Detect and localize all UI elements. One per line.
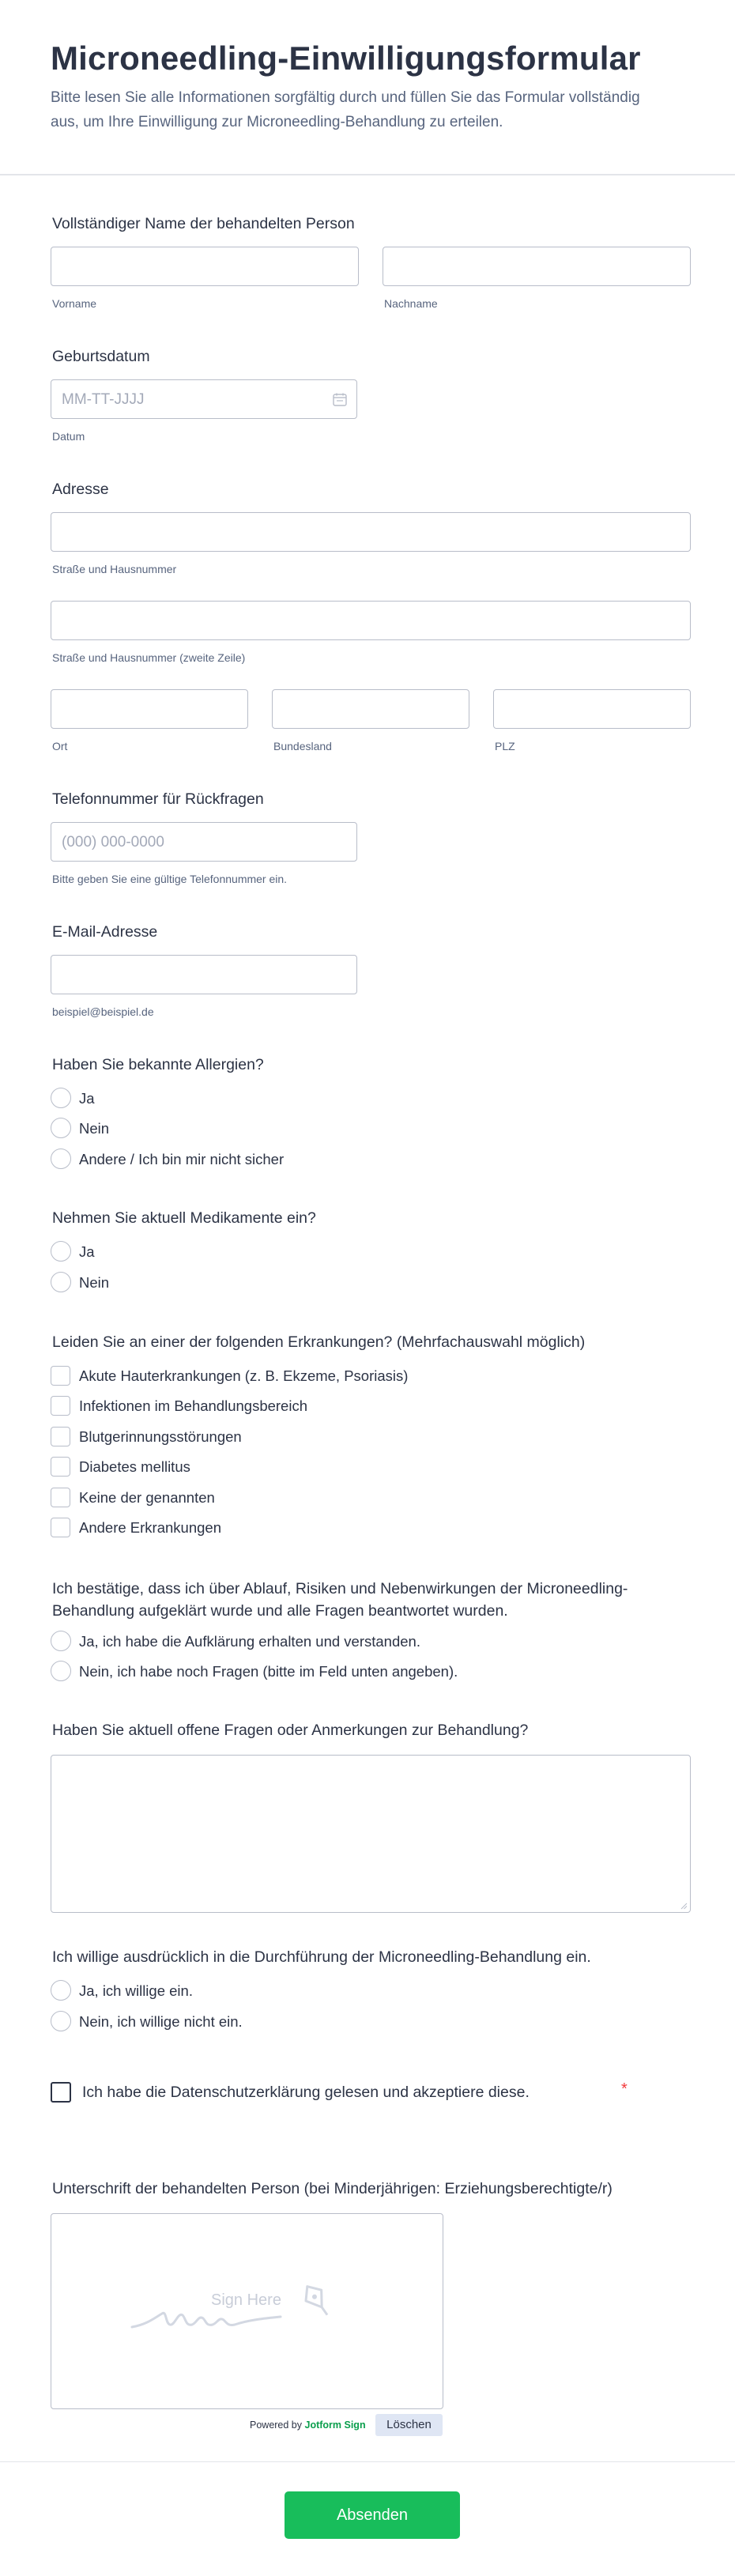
birthdate-label: Geburtsdatum xyxy=(52,348,150,365)
questions-label: Haben Sie aktuell offene Fragen oder Anmerkungen zur Behandlung? xyxy=(52,1722,529,1739)
page-subtitle: Bitte lesen Sie alle Informationen sorgfältig durch und füllen Sie das Formular vollständig aus, um Ihre Einwilligung zur Microneedling-Behandlung zu erteilen. xyxy=(51,89,640,130)
signature-label: Unterschrift der behandelten Person (bei Minderjährigen: Erziehungsberechtigte/r) xyxy=(52,2180,612,2197)
checkbox[interactable] xyxy=(51,1427,70,1446)
checkbox[interactable] xyxy=(51,1518,70,1537)
zip-sublabel: PLZ xyxy=(495,740,515,752)
radio-button[interactable] xyxy=(51,1118,71,1138)
option-label: Keine der genannten xyxy=(79,1489,215,1506)
phone-label: Telefonnummer für Rückfragen xyxy=(52,790,264,808)
city-sublabel: Ort xyxy=(52,740,68,752)
option-label: Ja xyxy=(79,1243,95,1260)
radio-button[interactable] xyxy=(51,1980,71,2001)
option-label: Ja xyxy=(79,1090,95,1107)
calendar-icon[interactable] xyxy=(333,393,347,406)
option-label: Nein xyxy=(79,1120,110,1137)
birthdate-input[interactable] xyxy=(51,379,357,419)
name-label: Vollständiger Name der behandelten Person xyxy=(52,215,355,232)
phone-input[interactable] xyxy=(51,822,357,862)
option-label: Ja, ich willige ein. xyxy=(79,1982,193,1999)
birthdate-placeholder: MM-TT-JJJJ xyxy=(62,391,145,408)
checkbox[interactable] xyxy=(51,1396,70,1416)
phone-sublabel: Bitte geben Sie eine gültige Telefonnummer ein. xyxy=(52,873,288,885)
signature-pad[interactable] xyxy=(51,2213,443,2409)
checkbox[interactable] xyxy=(51,1457,70,1477)
zip-input[interactable] xyxy=(493,689,691,729)
first-name-input[interactable] xyxy=(51,247,359,286)
powered-prefix: Powered by xyxy=(250,2419,303,2431)
option-label: Andere / Ich bin mir nicht sicher xyxy=(79,1151,285,1167)
form-header xyxy=(0,0,735,175)
resize-handle-icon[interactable] xyxy=(680,1902,688,1910)
consent-label: Ich willige ausdrücklich in die Durchführung der Microneedling-Behandlung ein. xyxy=(52,1948,591,1966)
state-sublabel: Bundesland xyxy=(273,740,332,752)
email-label: E-Mail-Adresse xyxy=(52,923,158,941)
option-label: Diabetes mellitus xyxy=(79,1458,190,1475)
radio-button[interactable] xyxy=(51,1148,71,1169)
address-label: Adresse xyxy=(52,481,109,498)
submit-button[interactable]: Absenden xyxy=(285,2491,460,2539)
sign-here-text: Sign Here xyxy=(211,2291,281,2309)
radio-button[interactable] xyxy=(51,1088,71,1108)
email-input[interactable] xyxy=(51,955,357,994)
radio-button[interactable] xyxy=(51,1661,71,1681)
questions-textarea[interactable] xyxy=(51,1755,691,1913)
city-input[interactable] xyxy=(51,689,248,729)
option-label: Akute Hauterkrankungen (z. B. Ekzeme, Psoriasis) xyxy=(79,1367,409,1384)
option-label: Ja, ich habe die Aufklärung erhalten und verstanden. xyxy=(79,1633,420,1650)
last-name-sublabel: Nachname xyxy=(384,297,438,310)
option-label: Blutgerinnungsstörungen xyxy=(79,1428,242,1445)
phone-placeholder: (000) 000-0000 xyxy=(62,834,164,850)
first-name-sublabel: Vorname xyxy=(52,297,97,310)
powered-by xyxy=(250,2419,366,2431)
street-line2-input[interactable] xyxy=(51,601,691,640)
last-name-input[interactable] xyxy=(383,247,691,286)
street-line2-sublabel: Straße und Hausnummer (zweite Zeile) xyxy=(52,651,246,664)
radio-button[interactable] xyxy=(51,1241,71,1262)
page-title: Microneedling-Einwilligungsformular xyxy=(51,40,641,77)
allergies-label: Haben Sie bekannte Allergien? xyxy=(52,1056,264,1073)
medication-label: Nehmen Sie aktuell Medikamente ein? xyxy=(52,1209,316,1227)
radio-button[interactable] xyxy=(51,2011,71,2031)
footer-divider xyxy=(0,2461,735,2462)
option-label: Infektionen im Behandlungsbereich xyxy=(79,1397,307,1414)
checkbox[interactable] xyxy=(51,1488,70,1507)
required-marker: * xyxy=(621,2080,628,2098)
radio-button[interactable] xyxy=(51,1272,71,1292)
radio-button[interactable] xyxy=(51,1631,71,1651)
birthdate-sublabel: Datum xyxy=(52,430,85,443)
state-input[interactable] xyxy=(272,689,469,729)
street-line1-sublabel: Straße und Hausnummer xyxy=(52,563,177,575)
conditions-label: Leiden Sie an einer der folgenden Erkrankungen? (Mehrfachauswahl möglich) xyxy=(52,1333,586,1351)
checkbox[interactable] xyxy=(51,1366,70,1386)
privacy-label: Ich habe die Datenschutzerklärung gelesen und akzeptiere diese. xyxy=(82,2084,530,2101)
option-label: Nein, ich habe noch Fragen (bitte im Feld unten angeben). xyxy=(79,1663,458,1680)
jotform-sign-brand: Jotform Sign xyxy=(304,2419,366,2431)
clear-signature-button[interactable]: Löschen xyxy=(375,2414,443,2436)
option-label: Andere Erkrankungen xyxy=(79,1519,221,1536)
option-label: Nein, ich willige nicht ein. xyxy=(79,2013,243,2030)
option-label: Nein xyxy=(79,1274,110,1291)
email-sublabel: beispiel@beispiel.de xyxy=(52,1005,154,1018)
privacy-checkbox[interactable] xyxy=(51,2082,71,2103)
street-line1-input[interactable] xyxy=(51,512,691,552)
informed-label: Ich bestätige, dass ich über Ablauf, Risiken und Nebenwirkungen der Microneedling-Behandlung aufgeklärt wurde und alle Fragen beantwortet wurden. xyxy=(52,1580,628,1620)
